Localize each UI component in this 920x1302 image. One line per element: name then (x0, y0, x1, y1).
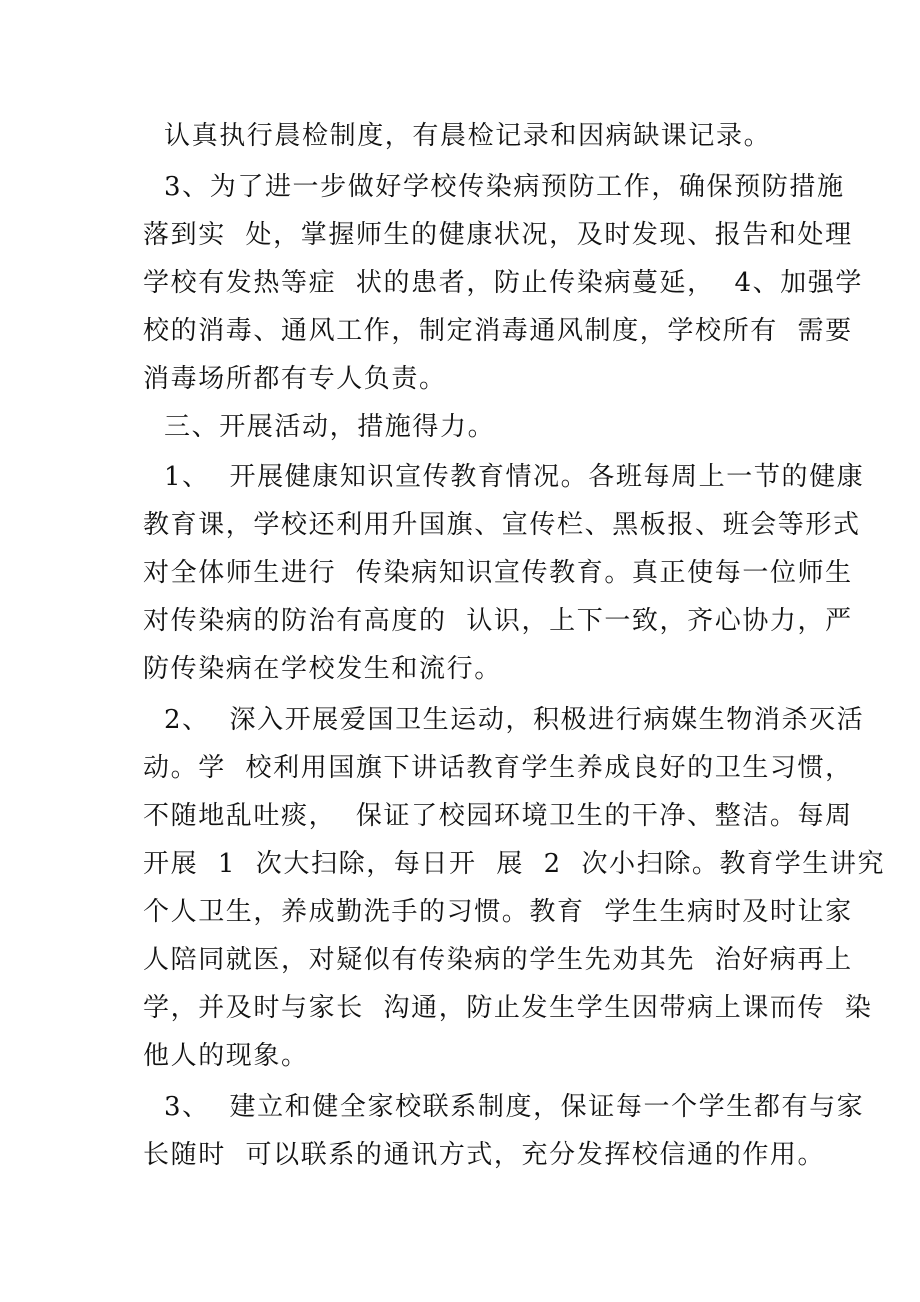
text-line: 不随地乱吐痰， 保证了校园环境卫生的干净、整洁。每周 (143, 801, 853, 831)
text-line: 3、为了进一步做好学校传染病预防工作，确保预防措施 (164, 172, 845, 202)
text-line: 学校有发热等症 状的患者，防止传染病蔓延， 4、加强学 (143, 268, 864, 298)
text-line: 他人的现象。 (143, 1041, 309, 1071)
text-line: 落到实 处，掌握师生的健康状况，及时发现、报告和处理 (143, 220, 853, 250)
text-line: 防传染病在学校发生和流行。 (143, 654, 502, 684)
text-line: 教育课，学校还利用升国旗、宣传栏、黑板报、班会等形式 (143, 510, 861, 540)
text-line: 对全体师生进行 传染病知识宣传教育。真正使每一位师生 (143, 558, 853, 588)
text-line: 消毒场所都有专人负责。 (143, 364, 447, 394)
text-line: 学，并及时与家长 沟通，防止发生学生因带病上课而传 染 (143, 993, 873, 1023)
text-line: 校的消毒、通风工作，制定消毒通风制度，学校所有 需要 (143, 316, 853, 346)
text-line: 2、 深入开展爱国卫生运动，积极进行病媒生物消杀灭活 (164, 705, 865, 735)
text-line: 1、 开展健康知识宣传教育情况。各班每周上一节的健康 (164, 462, 865, 492)
text-line: 3、 建立和健全家校联系制度，保证每一个学生都有与家 (164, 1092, 865, 1122)
text-line: 开展 1 次大扫除，每日开 展 2 次小扫除。教育学生讲究 (143, 849, 886, 879)
text-line: 动。学 校利用国旗下讲话教育学生养成良好的卫生习惯， (143, 753, 853, 783)
text-line: 个人卫生，养成勤洗手的习惯。教育 学生生病时及时让家 (143, 897, 853, 927)
text-line: 人陪同就医，对疑似有传染病的学生先劝其先 治好病再上 (143, 945, 853, 975)
text-line: 认真执行晨检制度，有晨检记录和因病缺课记录。 (164, 121, 772, 151)
text-line: 对传染病的防治有高度的 认识，上下一致，齐心协力，严 (143, 606, 853, 636)
text-line: 长随时 可以联系的通讯方式，充分发挥校信通的作用。 (143, 1140, 826, 1170)
section-heading: 三、开展活动，措施得力。 (164, 412, 496, 442)
